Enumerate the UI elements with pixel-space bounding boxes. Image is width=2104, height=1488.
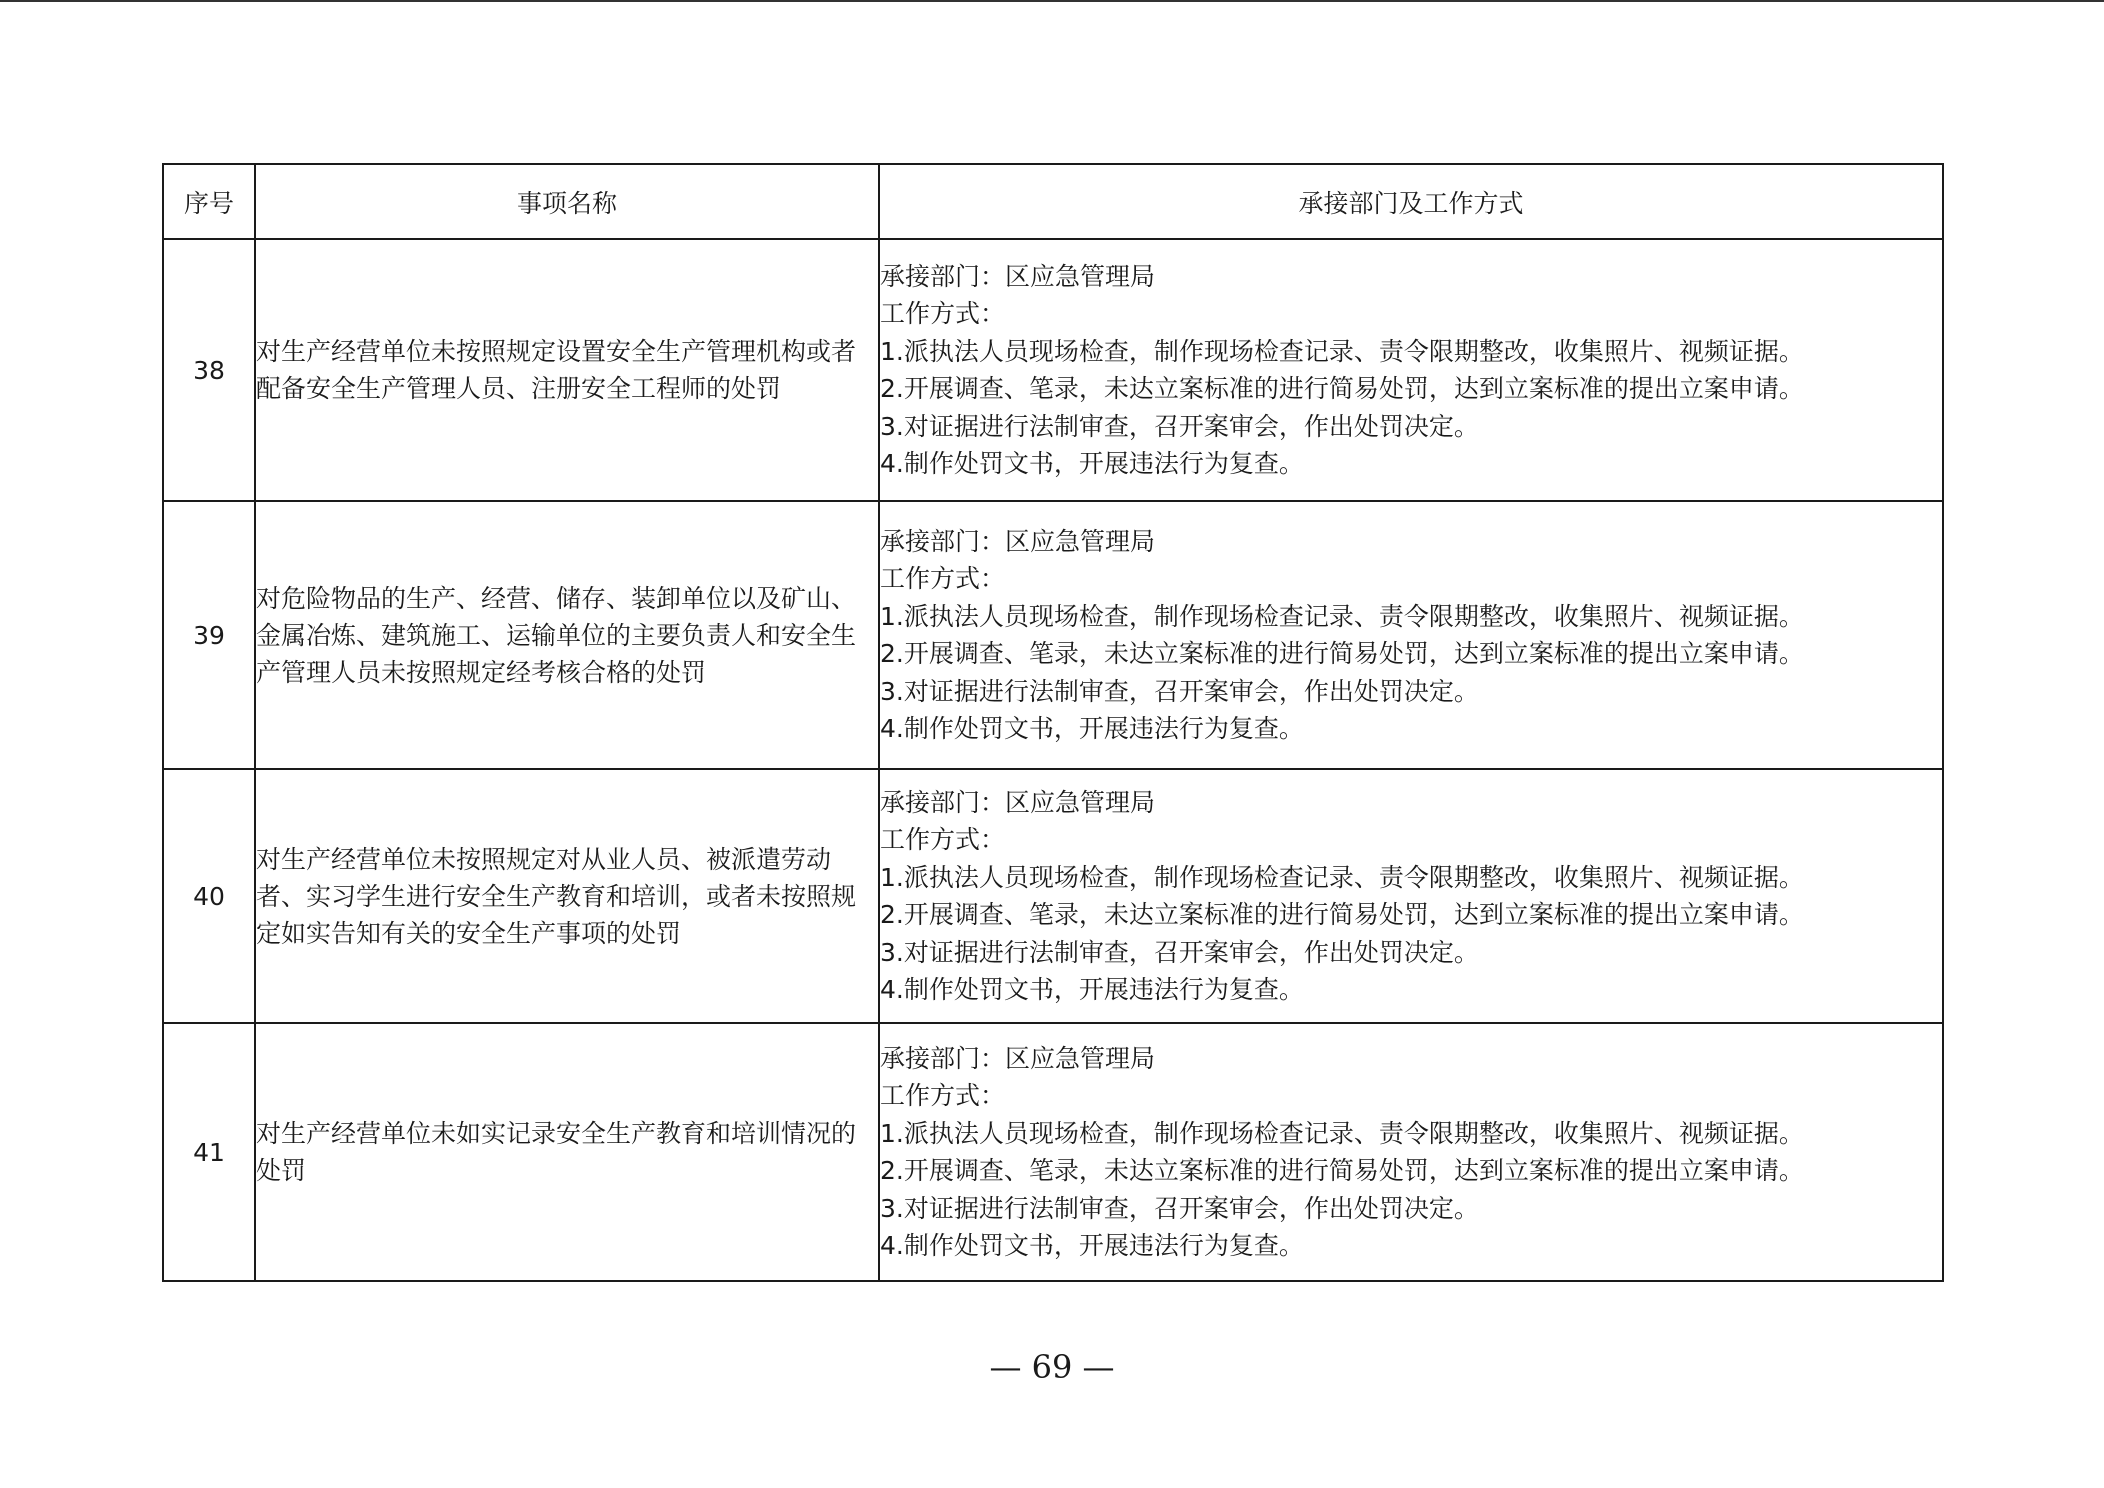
method-step bbox=[880, 333, 1942, 371]
header-seq: 序号 bbox=[163, 164, 255, 239]
header-name: 事项名称 bbox=[255, 164, 879, 239]
table-row bbox=[163, 239, 1943, 501]
dept-line: 承接部门：区应急管理局 bbox=[880, 526, 1156, 556]
step-number: 3. bbox=[880, 1193, 904, 1223]
page-number: — 69 — bbox=[989, 1348, 1115, 1386]
method-label: 工作方式： bbox=[880, 1081, 1006, 1110]
table-header-row bbox=[163, 164, 1943, 239]
method-step bbox=[880, 1227, 1942, 1265]
step-number: 3. bbox=[880, 411, 904, 441]
step-text: 对证据进行法制审查，召开案审会，作出处罚决定。 bbox=[903, 411, 1479, 441]
row-seq: 38 bbox=[163, 239, 255, 501]
header-dept: 承接部门及工作方式 bbox=[879, 164, 1943, 239]
dept-line: 承接部门：区应急管理局 bbox=[880, 787, 1156, 817]
row-seq: 39 bbox=[163, 501, 255, 769]
method-step bbox=[880, 445, 1942, 483]
step-number: 4. bbox=[880, 975, 904, 1004]
method-step bbox=[880, 934, 1942, 972]
step-text: 派执法人员现场检查，制作现场检查记录、责令限期整改，收集照片、视频证据。 bbox=[903, 1118, 1804, 1148]
step-text: 制作处罚文书，开展违法行为复查。 bbox=[903, 1231, 1304, 1260]
dept-line: 承接部门：区应急管理局 bbox=[880, 1043, 1156, 1073]
step-number: 3. bbox=[880, 676, 904, 706]
top-border-line bbox=[0, 0, 2104, 2]
method-step bbox=[880, 971, 1942, 1009]
dept-line: 承接部门：区应急管理局 bbox=[880, 261, 1156, 291]
row-dept-method bbox=[879, 1023, 1943, 1281]
method-label: 工作方式： bbox=[880, 299, 1006, 328]
step-text: 开展调查、笔录，未达立案标准的进行简易处罚，达到立案标准的提出立案申请。 bbox=[903, 639, 1804, 668]
step-text: 制作处罚文书，开展违法行为复查。 bbox=[903, 449, 1304, 478]
row-item-name: 对危险物品的生产、经营、储存、装卸单位以及矿山、金属冶炼、建筑施工、运输单位的主要负责人和安全生产管理人员未按照规定经考核合格的处罚 bbox=[255, 501, 879, 769]
step-text: 派执法人员现场检查，制作现场检查记录、责令限期整改，收集照片、视频证据。 bbox=[903, 862, 1804, 892]
step-number: 1. bbox=[880, 336, 904, 366]
table-row bbox=[163, 1023, 1943, 1281]
row-dept-method bbox=[879, 239, 1943, 501]
step-number: 4. bbox=[880, 449, 904, 478]
row-item-name: 对生产经营单位未如实记录安全生产教育和培训情况的处罚 bbox=[255, 1023, 879, 1281]
step-text: 开展调查、笔录，未达立案标准的进行简易处罚，达到立案标准的提出立案申请。 bbox=[903, 900, 1804, 929]
method-step bbox=[880, 710, 1942, 748]
step-text: 开展调查、笔录，未达立案标准的进行简易处罚，达到立案标准的提出立案申请。 bbox=[903, 374, 1804, 403]
table-row bbox=[163, 501, 1943, 769]
method-step bbox=[880, 1115, 1942, 1153]
row-seq: 40 bbox=[163, 769, 255, 1023]
step-number: 1. bbox=[880, 862, 904, 892]
row-dept-method bbox=[879, 769, 1943, 1023]
method-step bbox=[880, 370, 1942, 408]
method-label: 工作方式： bbox=[880, 564, 1006, 593]
method-step bbox=[880, 598, 1942, 636]
step-text: 对证据进行法制审查，召开案审会，作出处罚决定。 bbox=[903, 1193, 1479, 1223]
method-step bbox=[880, 408, 1942, 446]
step-number: 2. bbox=[880, 900, 904, 929]
step-number: 3. bbox=[880, 937, 904, 967]
row-dept-method bbox=[879, 501, 1943, 769]
step-text: 派执法人员现场检查，制作现场检查记录、责令限期整改，收集照片、视频证据。 bbox=[903, 336, 1804, 366]
step-text: 制作处罚文书，开展违法行为复查。 bbox=[903, 975, 1304, 1004]
method-step bbox=[880, 1190, 1942, 1228]
step-text: 开展调查、笔录，未达立案标准的进行简易处罚，达到立案标准的提出立案申请。 bbox=[903, 1156, 1804, 1185]
step-text: 制作处罚文书，开展违法行为复查。 bbox=[903, 714, 1304, 743]
step-number: 2. bbox=[880, 639, 904, 668]
step-number: 4. bbox=[880, 714, 904, 743]
row-item-name: 对生产经营单位未按照规定对从业人员、被派遣劳动者、实习学生进行安全生产教育和培训，或者未按照规定如实告知有关的安全生产事项的处罚 bbox=[255, 769, 879, 1023]
method-step bbox=[880, 1152, 1942, 1190]
row-seq: 41 bbox=[163, 1023, 255, 1281]
step-number: 1. bbox=[880, 1118, 904, 1148]
step-number: 2. bbox=[880, 1156, 904, 1185]
method-label: 工作方式： bbox=[880, 825, 1006, 854]
method-step bbox=[880, 896, 1942, 934]
step-number: 1. bbox=[880, 601, 904, 631]
method-step bbox=[880, 635, 1942, 673]
step-text: 派执法人员现场检查，制作现场检查记录、责令限期整改，收集照片、视频证据。 bbox=[903, 601, 1804, 631]
step-number: 4. bbox=[880, 1231, 904, 1260]
step-text: 对证据进行法制审查，召开案审会，作出处罚决定。 bbox=[903, 937, 1479, 967]
items-table bbox=[162, 163, 1944, 1282]
table-row bbox=[163, 769, 1943, 1023]
step-number: 2. bbox=[880, 374, 904, 403]
method-step bbox=[880, 673, 1942, 711]
method-step bbox=[880, 859, 1942, 897]
row-item-name: 对生产经营单位未按照规定设置安全生产管理机构或者配备安全生产管理人员、注册安全工程师的处罚 bbox=[255, 239, 879, 501]
step-text: 对证据进行法制审查，召开案审会，作出处罚决定。 bbox=[903, 676, 1479, 706]
